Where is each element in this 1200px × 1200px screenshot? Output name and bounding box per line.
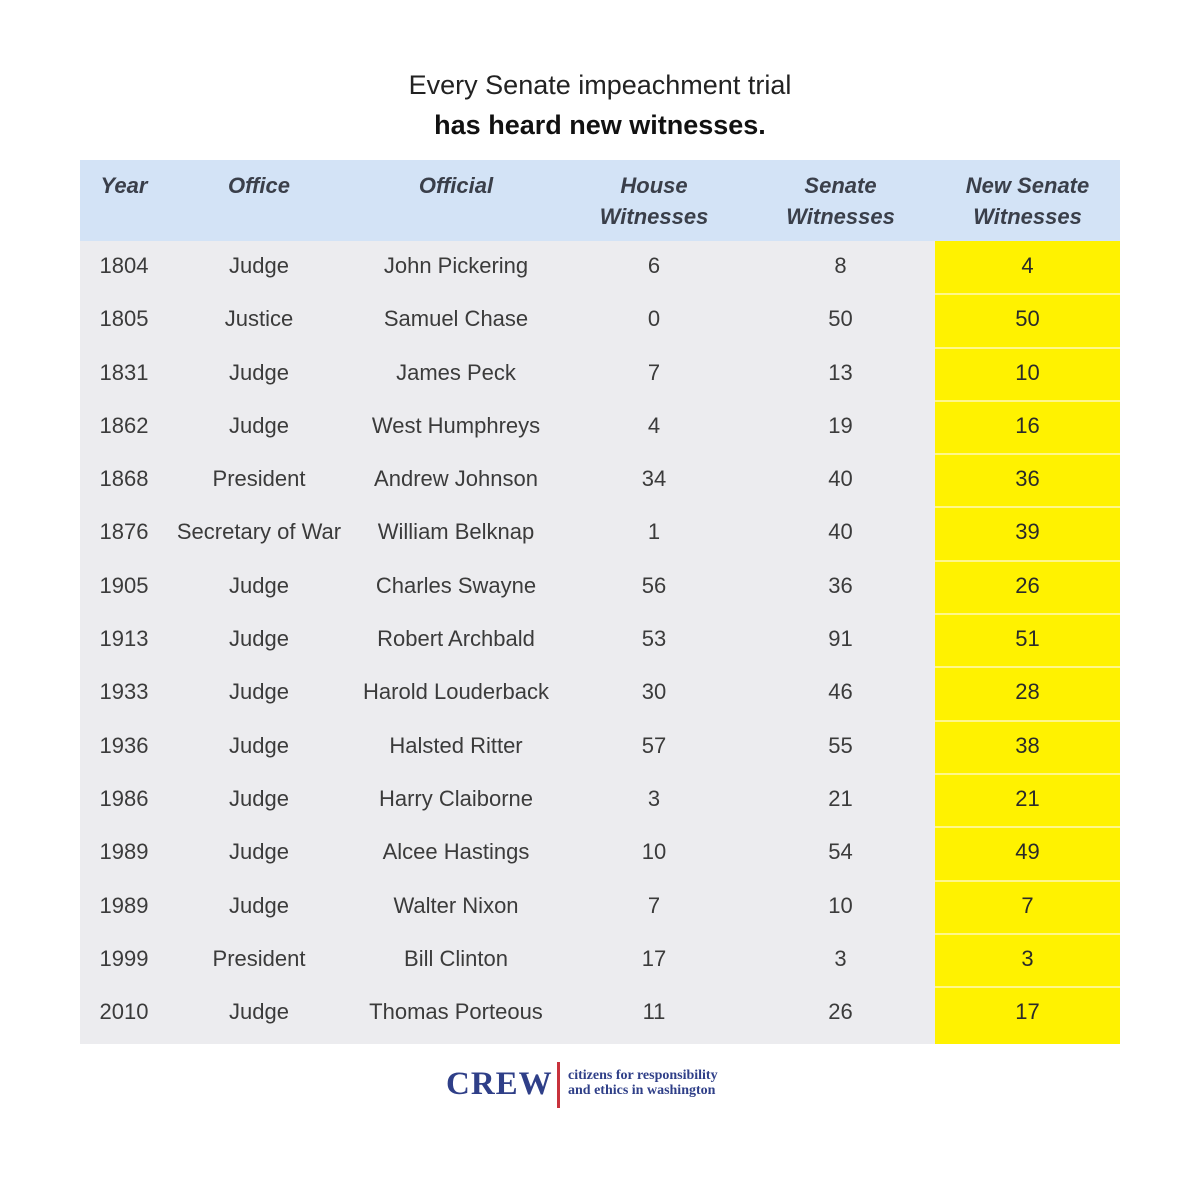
cell-house: 34 [641,466,667,492]
table-row [80,294,1120,347]
cell-house: 3 [647,785,661,811]
highlight-row-separator [935,773,1120,775]
cell-new: 7 [1021,892,1034,918]
cell-year: 1913 [99,626,149,652]
highlight-row-separator [935,560,1120,562]
cell-office: President [212,466,306,492]
cell-new: 16 [1015,412,1040,438]
table-row [80,934,1120,987]
cell-senate: 19 [828,412,853,438]
cell-new: 49 [1015,839,1040,865]
cell-house: 6 [647,253,661,278]
column-header-year [80,170,168,201]
cell-year: 1868 [99,466,149,492]
cell-year: 1933 [99,679,149,705]
highlight-row-separator [935,347,1120,349]
cell-office: Judge [229,412,289,438]
cell-year: 1936 [99,732,149,758]
table-row [80,721,1120,774]
column-header-official [350,170,562,201]
highlight-row-separator [935,933,1120,935]
column-header-line: Official [418,173,494,198]
logo-tagline-line-1: citizens for responsibility [568,1068,718,1083]
crew-logo [446,1058,756,1114]
cell-house: 0 [647,306,661,332]
cell-official: James Peck [396,359,516,385]
cell-year: 1999 [99,945,149,971]
column-header-line: House [620,173,688,198]
column-header-senate [746,170,935,232]
table-row [80,454,1120,507]
table-row [80,774,1120,827]
cell-house: 7 [647,359,661,385]
table-row [80,827,1120,880]
cell-new: 17 [1015,999,1040,1025]
logo-divider [557,1062,560,1108]
cell-senate: 13 [828,359,853,385]
cell-year: 1986 [99,785,149,811]
witness-table [80,160,1120,1044]
cell-official: Walter Nixon [393,892,519,918]
cell-house: 53 [641,626,667,652]
logo-tagline [568,1068,718,1098]
column-header-office [168,170,350,201]
cell-official: John Pickering [383,253,529,278]
cell-official: Thomas Porteous [369,999,543,1025]
cell-office: Judge [229,999,289,1025]
cell-senate: 50 [828,306,853,332]
table-row [80,614,1120,667]
cell-year: 1805 [99,306,149,332]
cell-new: 26 [1015,572,1040,598]
cell-house: 10 [641,839,667,865]
cell-house: 4 [647,412,661,438]
cell-official: Andrew Johnson [374,466,538,492]
highlight-row-separator [935,453,1120,455]
cell-new: 10 [1015,359,1040,385]
cell-official: Robert Archbald [377,626,535,652]
cell-official: Halsted Ritter [389,732,523,758]
table-header [80,160,1120,241]
cell-new: 38 [1015,732,1040,758]
cell-office: Judge [229,253,289,278]
cell-new: 39 [1015,519,1040,545]
highlight-row-separator [935,400,1120,402]
column-header-line: Witnesses [786,204,895,229]
highlight-row-separator [935,720,1120,722]
cell-house: 30 [641,679,667,705]
cell-office: President [212,945,306,971]
cell-official: Alcee Hastings [382,839,530,865]
cell-new: 28 [1015,679,1040,705]
column-header-line: Office [228,173,290,198]
column-header-line: Witnesses [599,204,709,229]
cell-new: 3 [1021,945,1034,971]
cell-year: 1905 [99,572,149,598]
cell-senate: 54 [828,839,853,865]
cell-house: 17 [641,945,667,971]
highlight-row-separator [935,880,1120,882]
cell-senate: 55 [828,732,853,758]
cell-year: 1989 [99,892,149,918]
cell-year: 1831 [99,359,149,385]
cell-office: Judge [229,732,289,758]
cell-house: 56 [641,572,667,598]
cell-house: 1 [647,519,661,545]
cell-office: Judge [229,359,289,385]
cell-senate: 3 [834,945,847,971]
cell-new: 51 [1015,626,1040,652]
highlight-row-separator [935,986,1120,988]
cell-new: 21 [1015,785,1040,811]
cell-official: Charles Swayne [375,572,537,598]
table-row [80,241,1120,294]
cell-office: Secretary of War [176,519,342,545]
cell-senate: 21 [828,785,853,811]
cell-office: Judge [229,679,289,705]
cell-year: 1989 [99,839,149,865]
cell-official: William Belknap [377,519,535,545]
cell-senate: 10 [828,892,853,918]
cell-office: Judge [229,785,289,811]
cell-senate: 40 [828,466,853,492]
table-body [80,241,1120,1044]
highlight-row-separator [935,613,1120,615]
cell-office: Judge [229,892,289,918]
highlight-row-separator [935,506,1120,508]
cell-office: Judge [229,572,289,598]
column-header-line: Senate [804,173,877,198]
cell-year: 1862 [99,412,149,438]
cell-year: 2010 [99,999,149,1025]
column-header-line: Witnesses [973,204,1082,229]
cell-official: West Humphreys [371,412,541,438]
cell-official: Samuel Chase [383,306,529,332]
title-line-2: has heard new witnesses. [434,110,766,140]
table-row [80,987,1120,1040]
cell-year: 1876 [99,519,149,545]
table-row [80,561,1120,614]
column-header-house [562,170,746,232]
highlight-row-separator [935,293,1120,295]
title-line-1: Every Senate impeachment trial [408,70,792,100]
cell-office: Judge [229,839,289,865]
column-header-line: New Senate [965,173,1090,198]
cell-senate: 8 [834,253,847,278]
table-row [80,507,1120,560]
cell-office: Judge [229,626,289,652]
logo-tagline-line-2: and ethics in washington [568,1083,716,1098]
cell-house: 11 [642,999,666,1025]
cell-official: Harold Louderback [363,679,549,705]
highlight-row-separator [935,826,1120,828]
cell-house: 57 [641,732,667,758]
cell-senate: 40 [828,519,853,545]
cell-official: Bill Clinton [404,945,508,971]
column-header-line: Year [100,173,148,198]
cell-year: 1804 [99,253,149,278]
table-row [80,401,1120,454]
table-row [80,881,1120,934]
cell-official: Harry Claiborne [378,785,534,811]
cell-senate: 26 [828,999,853,1025]
table-row [80,667,1120,720]
cell-senate: 36 [828,572,853,598]
cell-office: Justice [224,306,294,332]
column-header-new [935,170,1120,232]
cell-house: 7 [647,892,661,918]
table-row [80,348,1120,401]
highlight-row-separator [935,666,1120,668]
cell-senate: 46 [828,679,853,705]
cell-senate: 91 [828,626,853,652]
logo-mark: CREW [446,1066,553,1102]
cell-new: 50 [1015,306,1040,332]
cell-new: 36 [1015,466,1040,492]
cell-new: 4 [1021,253,1034,278]
